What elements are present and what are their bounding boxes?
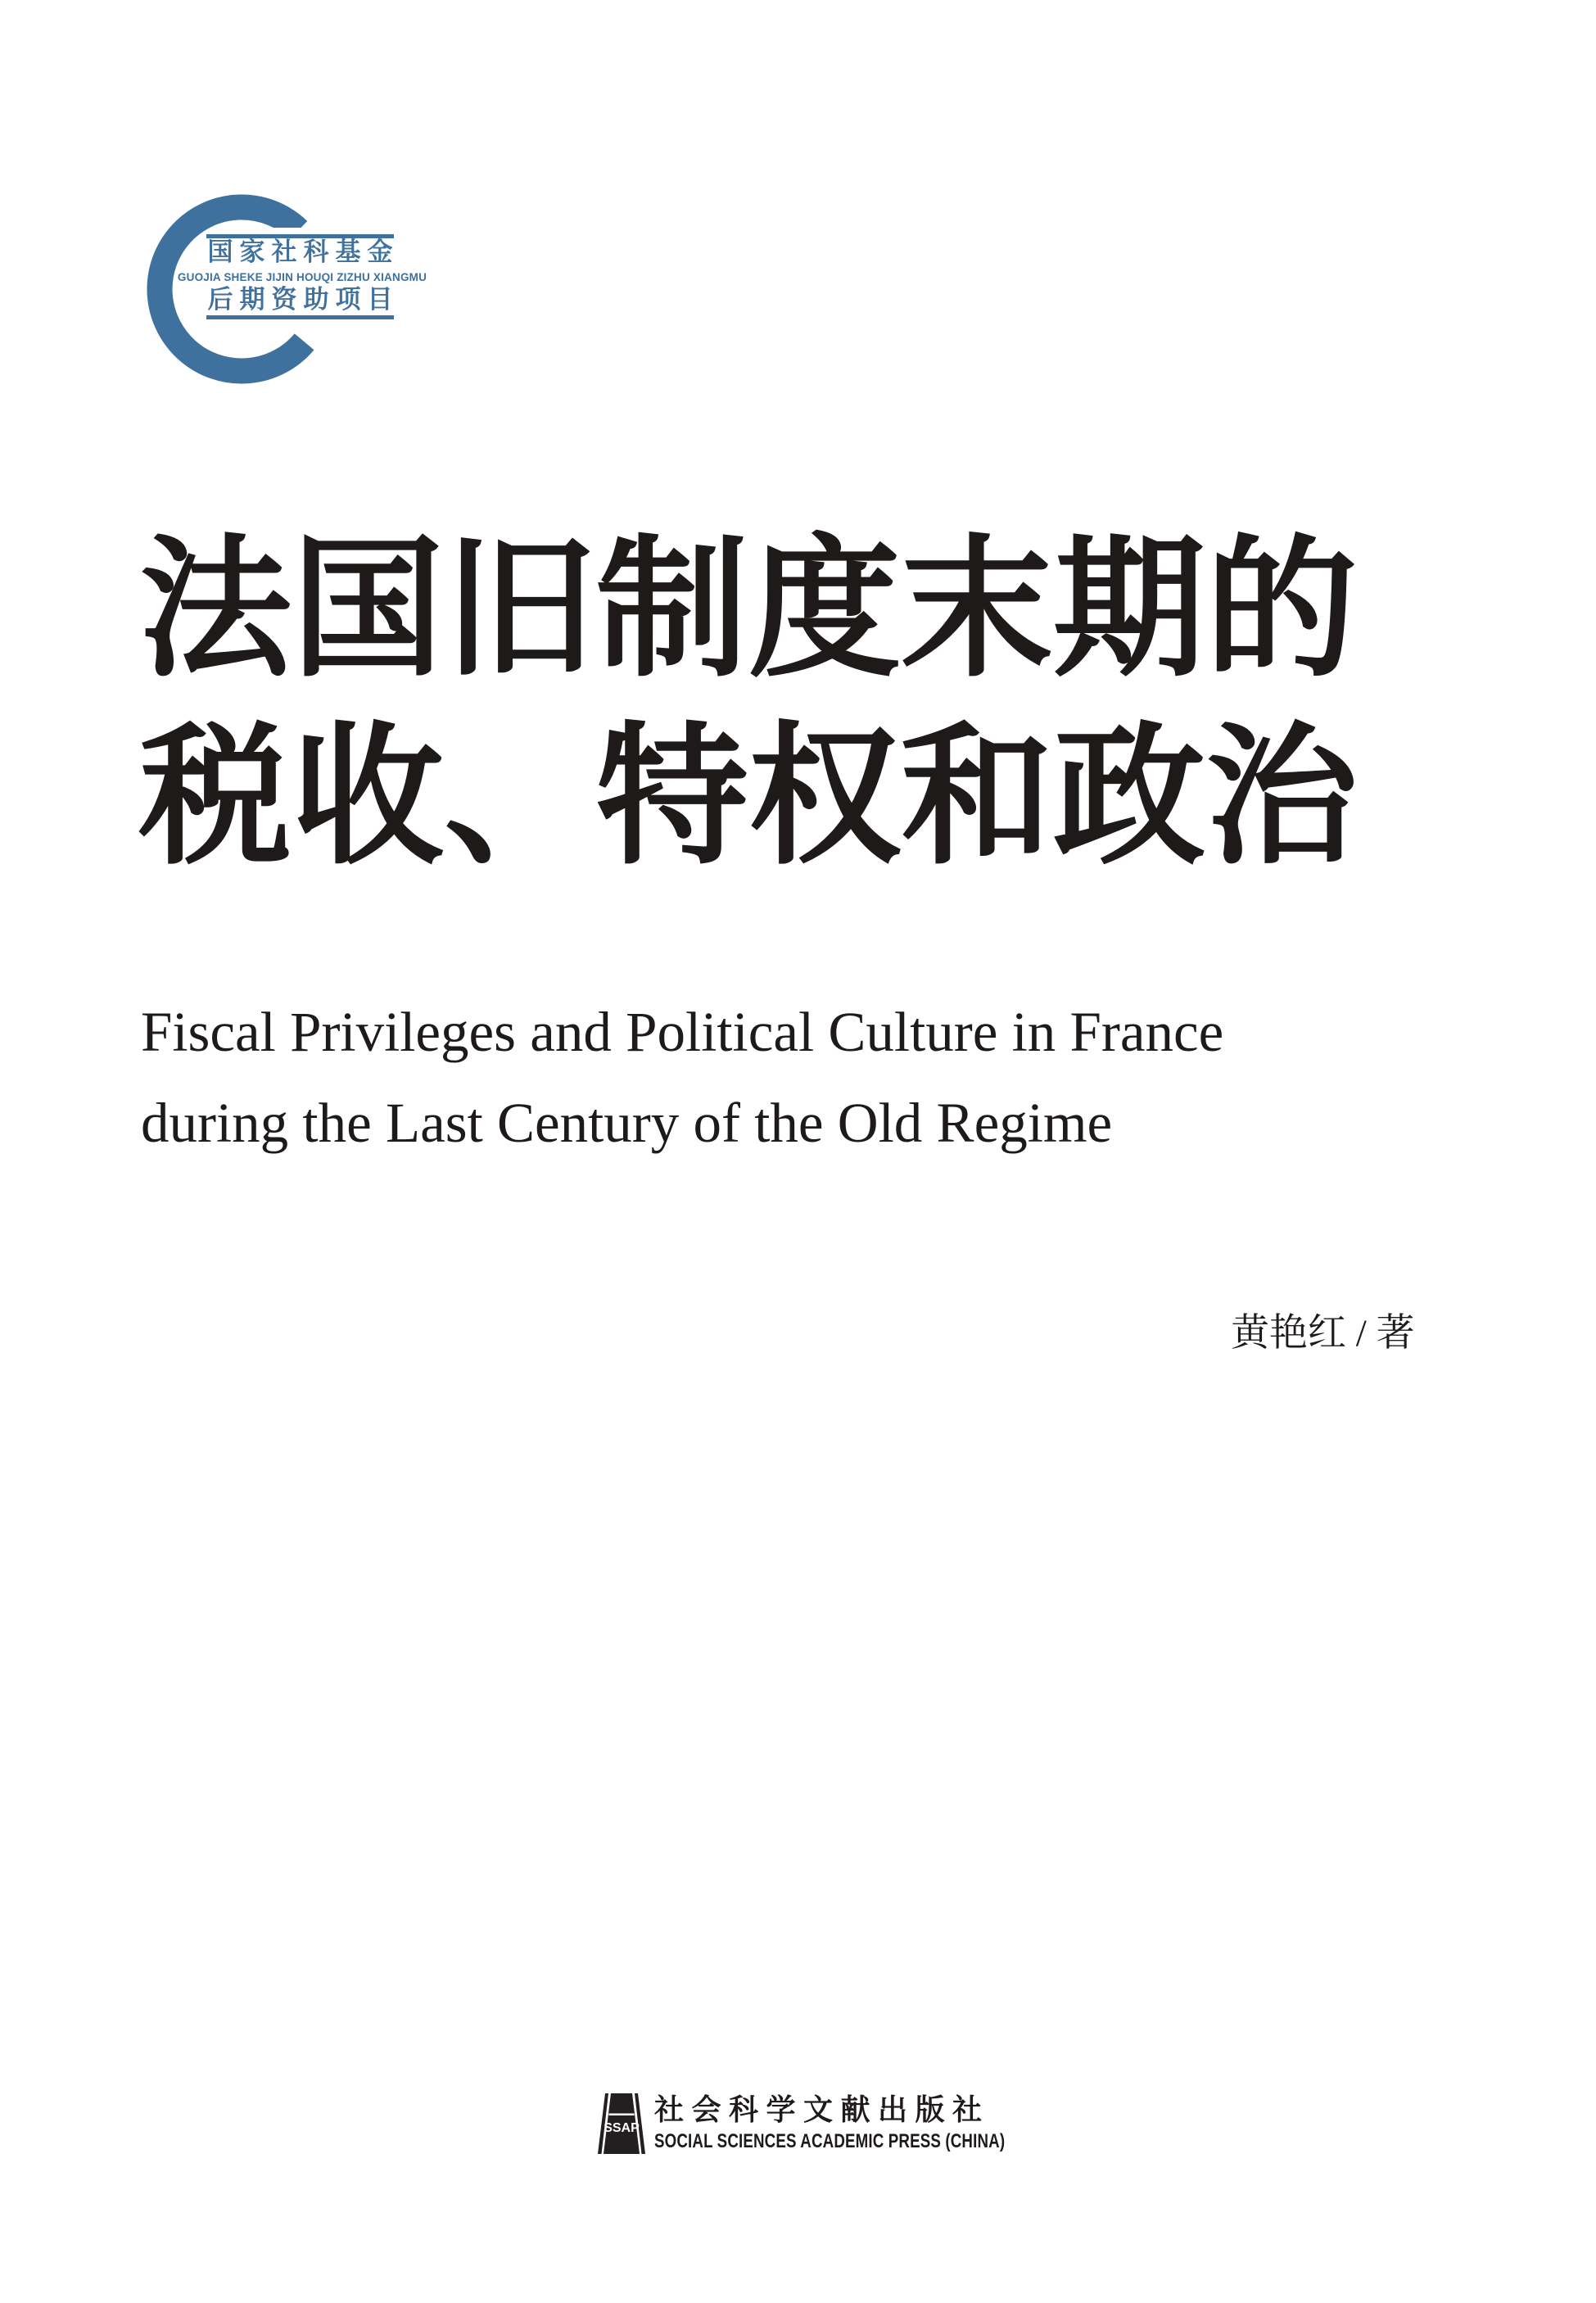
book-subtitle-line1: Fiscal Privileges and Political Culture in France: [141, 1001, 1224, 1063]
ssap-logo-icon: [598, 2093, 645, 2154]
nssf-funding-badge: [144, 187, 427, 393]
book-subtitle-en: [141, 987, 1223, 1169]
publisher-name-en: SOCIAL SCIENCES ACADEMIC PRESS (CHINA): [654, 2130, 1006, 2152]
ssap-divider: [609, 2114, 635, 2116]
publisher-names: [654, 2093, 1104, 2151]
author-line: 黄艳红 / 著: [1231, 1312, 1415, 1355]
book-title-line2: 税收、特权和政治: [139, 714, 1359, 883]
publisher-name-cn: 社会科学文献出版社: [654, 2093, 990, 2126]
badge-rule-bottom: [206, 315, 394, 319]
book-title-line1: 法国旧制度末期的: [139, 527, 1359, 695]
badge-subtitle-cn: 后期资助项目: [207, 285, 400, 314]
badge-pinyin: GUOJIA SHEKE JIJIN HOUQI ZIZHU XIANGMU: [177, 271, 427, 283]
book-subtitle-line2: during the Last Century of the Old Regime: [141, 1092, 1113, 1154]
publisher-block: [598, 2093, 1104, 2154]
ssap-abbr-text: SSAP: [604, 2121, 640, 2135]
badge-title-cn: 国家社科基金: [207, 238, 400, 266]
book-title-cn: [139, 518, 1358, 893]
